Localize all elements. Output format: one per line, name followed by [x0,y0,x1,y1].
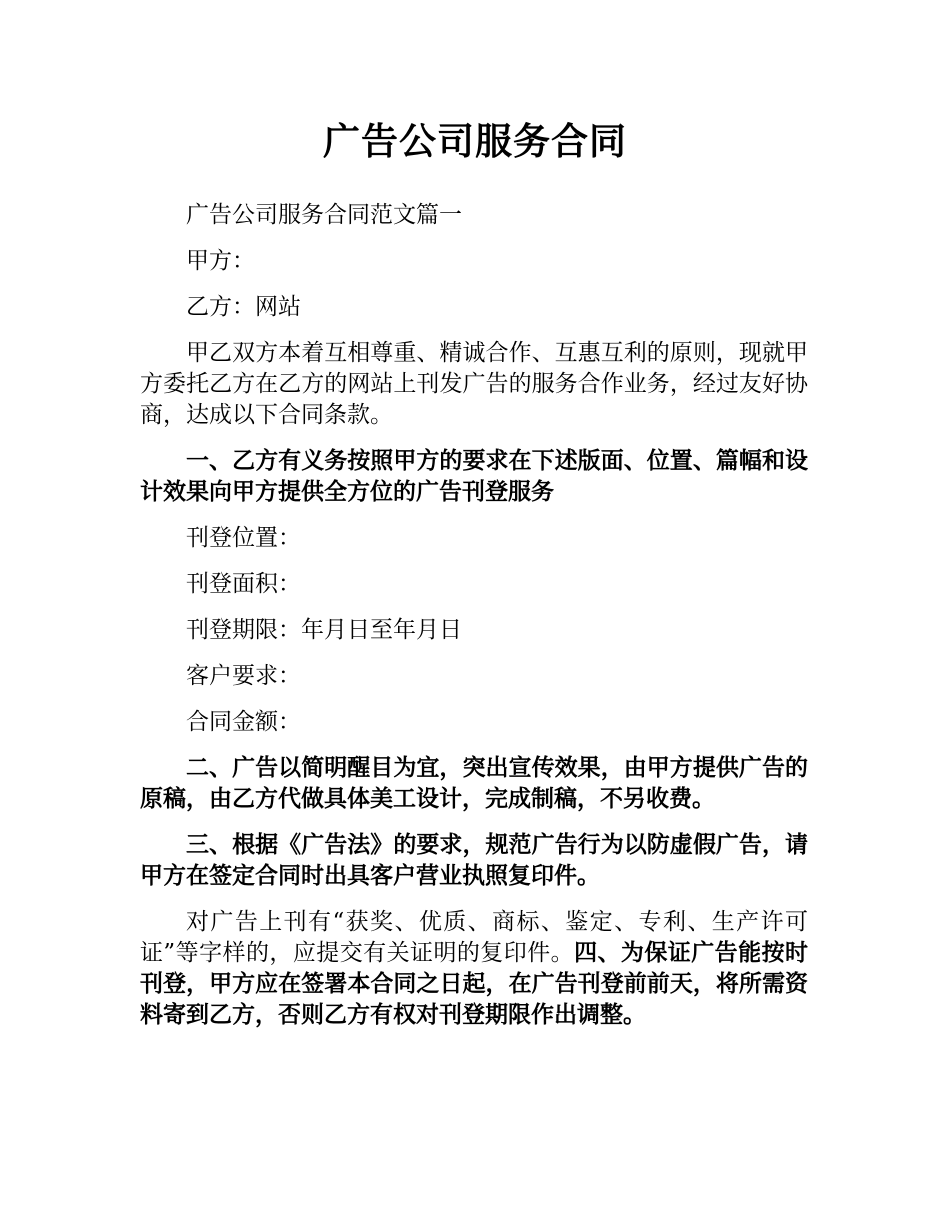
subtitle-paragraph: 广告公司服务合同范文篇一 [186,202,462,228]
document-title: 广告公司服务合同 [323,120,627,163]
clause-2-paragraph: 二、广告以简明醒目为宜，突出宣传效果，由甲方提供广告的原稿，由乙方代做具体美工设计，完成制稿，不另收费。 [140,755,808,812]
field-area: 刊登面积： [186,571,301,597]
party-a-paragraph: 甲方： [186,248,255,274]
intro-paragraph: 甲乙双方本着互相尊重、精诚合作、互惠互利的原则，现就甲方委托乙方在乙方的网站上刊发广告的服务合作业务，经过友好协商，达成以下合同条款。 [140,340,808,428]
field-period: 刊登期限：年月日至年月日 [186,617,462,643]
document-body [140,200,808,1046]
clause-3-note: 对广告上刊有“获奖、优质、商标、鉴定、专利、生产许可证”等字样的，应提交有关证明的复印件。 [140,909,808,966]
field-amount: 合同金额： [186,709,301,735]
clause-3-note-and-clause-4 [140,907,808,1031]
field-requirements: 客户要求： [186,663,301,689]
clause-1-heading: 一、乙方有义务按照甲方的要求在下述版面、位置、篇幅和设计效果向甲方提供全方位的广告刊登服务 [140,448,808,505]
clause-4-text: 四、为保证广告能按时刊登，甲方应在签署本合同之日起，在广告刊登前前天，将所需资料寄到乙方，否则乙方有权对刊登期限作出调整。 [140,940,808,1028]
field-position: 刊登位置： [186,525,301,551]
party-b-paragraph: 乙方：网站 [186,294,301,320]
clause-3-paragraph: 三、根据《广告法》的要求，规范广告行为以防虚假广告，请甲方在签定合同时出具客户营业执照复印件。 [140,832,808,889]
